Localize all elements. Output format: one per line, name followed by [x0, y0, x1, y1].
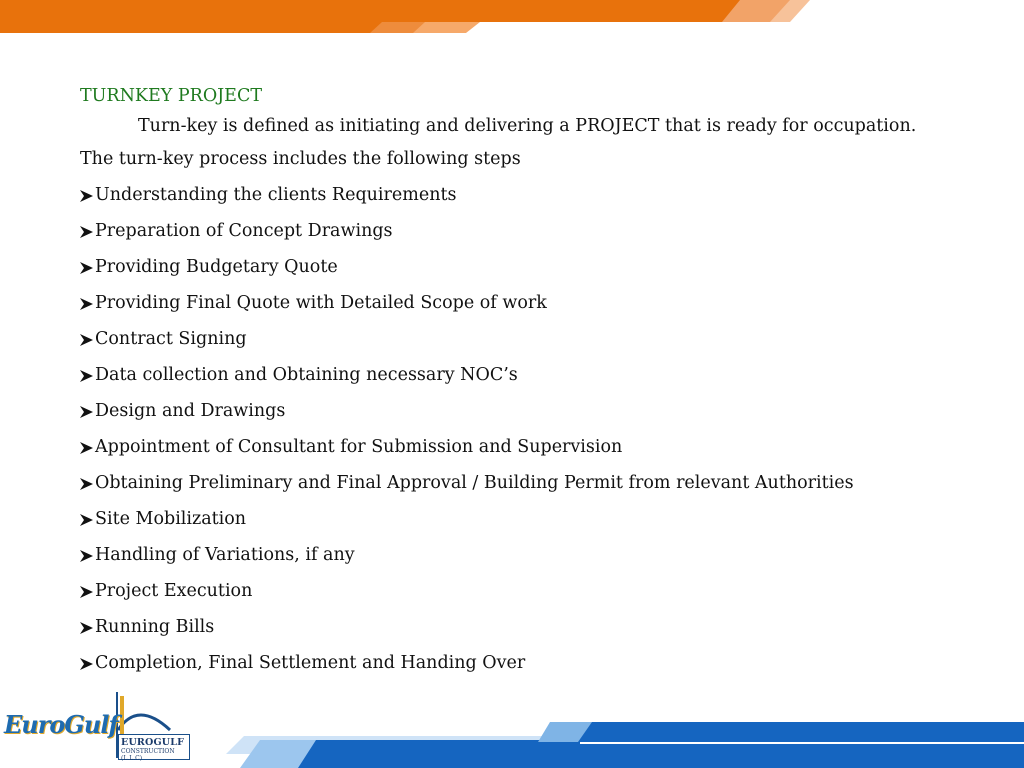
step-item: [80, 363, 1000, 399]
arrow-bullet-icon: [80, 471, 94, 490]
definition-term: Turn-key: [138, 116, 218, 136]
arrow-bullet-icon: [80, 291, 94, 310]
definition-text: is defined as initiating and delivering a PROJECT that is ready for occupation.: [217, 116, 917, 136]
arrow-bullet-icon: [80, 327, 94, 346]
logo-name-box: [118, 734, 190, 760]
step-item: [80, 579, 1000, 615]
arrow-bullet-icon: [80, 543, 94, 562]
step-text: Understanding the clients Requirements: [95, 185, 457, 205]
step-text: Data collection and Obtaining necessary NOC’s: [95, 365, 518, 385]
logo-name: EUROGULF: [121, 737, 185, 748]
step-item: [80, 399, 1000, 435]
step-text: Providing Final Quote with Detailed Scope of work: [95, 293, 547, 313]
arrow-bullet-icon: [80, 651, 94, 670]
step-item: [80, 651, 1000, 687]
step-text: Project Execution: [95, 581, 253, 601]
arrow-bullet-icon: [80, 399, 94, 418]
step-item: [80, 255, 1000, 291]
arrow-bullet-icon: [80, 363, 94, 382]
company-logo: [2, 690, 192, 764]
step-text: Design and Drawings: [95, 401, 286, 421]
step-text: Running Bills: [95, 617, 215, 637]
arrow-bullet-icon: [80, 435, 94, 454]
arrow-bullet-icon: [80, 219, 94, 238]
top-orange-banner: [0, 0, 1024, 36]
step-item: [80, 327, 1000, 363]
step-item: [80, 435, 1000, 471]
step-item: [80, 471, 1000, 507]
intro-line: The turn-key process includes the following steps: [80, 149, 521, 169]
step-item: [80, 219, 1000, 255]
arrow-bullet-icon: [80, 615, 94, 634]
bottom-blue-banner: [220, 720, 1024, 768]
step-text: Preparation of Concept Drawings: [95, 221, 393, 241]
step-text: Completion, Final Settlement and Handing Over: [95, 653, 526, 673]
step-item: [80, 183, 1000, 219]
logo-script-text: EuroGulf: [4, 710, 118, 739]
arrow-bullet-icon: [80, 579, 94, 598]
step-item: [80, 615, 1000, 651]
step-text: Appointment of Consultant for Submission and Supervision: [95, 437, 623, 457]
arrow-bullet-icon: [80, 255, 94, 274]
step-text: Handling of Variations, if any: [95, 545, 355, 565]
arrow-bullet-icon: [80, 507, 94, 526]
step-text: Providing Budgetary Quote: [95, 257, 338, 277]
step-text: Obtaining Preliminary and Final Approval / Building Permit from relevant Authorities: [95, 473, 854, 493]
steps-list: [80, 183, 1000, 687]
step-item: [80, 507, 1000, 543]
slide-title: TURNKEY PROJECT: [80, 86, 263, 106]
step-text: Contract Signing: [95, 329, 247, 349]
definition-line: [138, 114, 1000, 138]
step-item: [80, 543, 1000, 579]
step-text: Site Mobilization: [95, 509, 247, 529]
step-item: [80, 291, 1000, 327]
logo-subtitle: CONSTRUCTION (L.L.C): [121, 748, 175, 762]
arrow-bullet-icon: [80, 183, 94, 202]
slide-content: [80, 84, 1000, 687]
